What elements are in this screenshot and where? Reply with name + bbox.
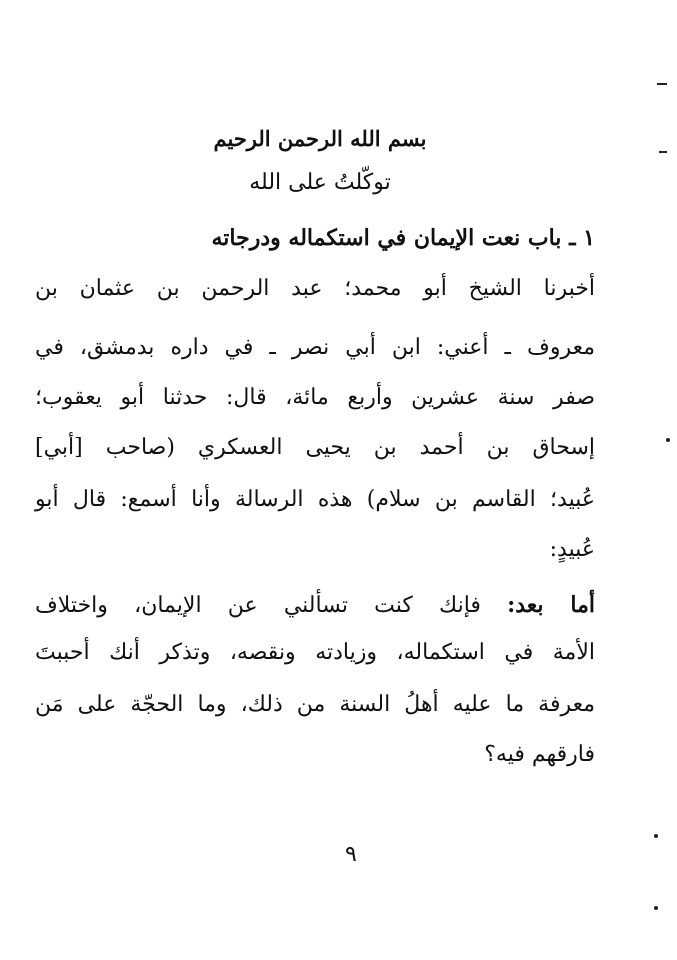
body-line-3: صفر سنة عشرين وأربع مائة، قال: حدثنا أبو يعقوب؛ [35,385,595,410]
scan-mark [657,83,667,85]
chapter-heading: ١ ـ باب نعت الإيمان في استكماله ودرجاته [211,225,595,251]
body-line-4: إسحاق بن أحمد بن يحيى العسكري (صاحب [أبي] [35,435,595,460]
basmala: بسم الله الرحمن الرحيم [213,126,427,151]
scan-mark [666,438,670,442]
body-line-7 [35,590,595,621]
body-line-10: فارقهم فيه؟ [484,742,595,767]
scan-mark [654,906,658,910]
paragraph-text: فإنك كنت تسألني عن الإيمان، واختلاف [35,593,481,618]
body-line-9: معرفة ما عليه أهلُ السنة من ذلك، وما الحجّة على مَن [35,692,595,717]
body-line-1: أخبرنا الشيخ أبو محمد؛ عبد الرحمن بن عثمان بن [35,276,595,301]
body-line-8: الأمة في استكماله، وزيادته ونقصه، وتذكر أنك أحببتَ [35,640,595,665]
body-line-6: عُبيدٍ: [549,537,595,562]
subtitle: توكّلتُ على الله [249,170,391,195]
page-number: ٩ [345,842,357,867]
body-line-2: معروف ـ أعني: ابن أبي نصر ـ في داره بدمشق، في [35,335,595,360]
scan-mark [654,834,658,838]
scan-mark [659,151,667,153]
paragraph-lead: أما بعد: [507,592,596,618]
body-line-5: عُبيد؛ القاسم بن سلام) هذه الرسالة وأنا أسمع: قال أبو [35,487,595,512]
